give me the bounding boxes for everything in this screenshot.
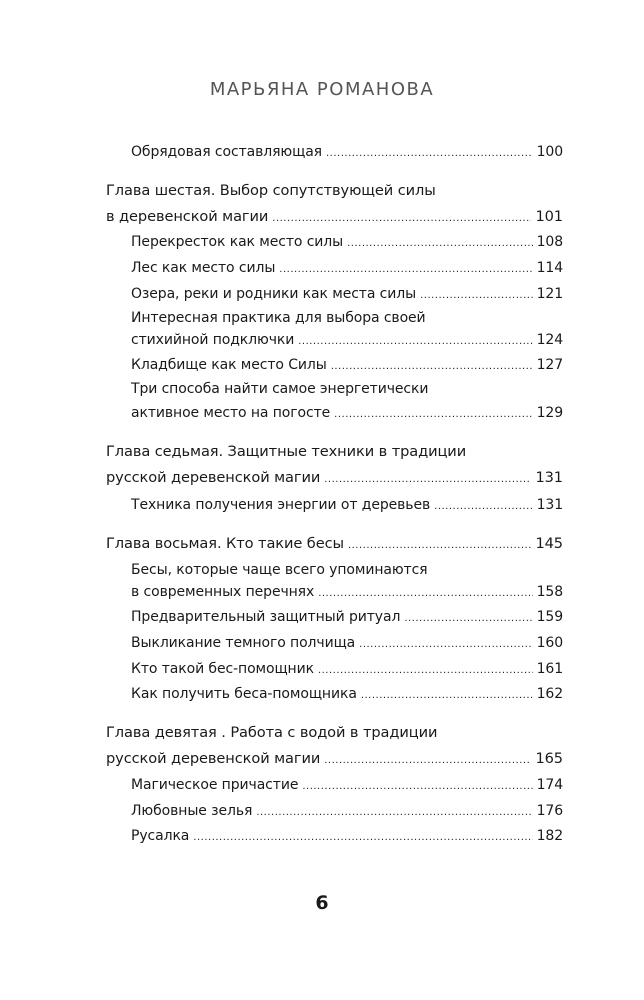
toc-entry <box>131 802 563 822</box>
toc-chapter-heading <box>106 443 563 461</box>
toc-chapter-title: Глава восьмая. Кто такие бесы <box>106 535 344 552</box>
toc-entry-title: Перекресток как место силы <box>131 234 344 250</box>
toc-chapter-title: русской деревенской магии <box>106 469 321 486</box>
dot-leader <box>359 636 532 654</box>
toc-entry-page: 174 <box>536 777 563 793</box>
toc-entry-page: 131 <box>536 497 563 513</box>
toc-entry-page: 129 <box>536 405 563 421</box>
toc-chapter-heading <box>106 182 563 200</box>
dot-leader <box>272 210 531 228</box>
dot-leader <box>279 261 532 279</box>
toc-entry <box>131 356 563 376</box>
toc-entry-page: 158 <box>536 584 563 600</box>
toc-entry-title: Интересная практика для выбора своей <box>131 310 426 326</box>
toc-entry-title: Техника получения энергии от деревьев <box>131 497 431 513</box>
toc-chapter <box>106 535 563 555</box>
dot-leader <box>404 610 532 628</box>
toc-entry-title: стихийной подключки <box>131 332 295 348</box>
toc-chapter-title: Глава девятая . Работа с водой в традиции <box>106 724 438 741</box>
toc-entry-title: Озера, реки и родники как места силы <box>131 286 417 302</box>
toc-entry <box>131 776 563 796</box>
dot-leader <box>318 585 532 603</box>
toc-entry-page: 121 <box>536 286 563 302</box>
toc-entry-line <box>131 561 563 579</box>
toc-entry-title: в современных перечнях <box>131 584 315 600</box>
toc-entry-title: Три способа найти самое энергетически <box>131 381 429 397</box>
toc-entry <box>131 634 563 654</box>
toc-entry-line <box>131 309 563 327</box>
toc-chapter <box>106 208 563 228</box>
running-head: МАРЬЯНА РОМАНОВА <box>209 79 435 100</box>
toc-entry <box>131 259 563 279</box>
dot-leader <box>334 406 532 424</box>
toc-chapter-page: 165 <box>535 750 563 767</box>
dot-leader <box>324 752 531 770</box>
toc-entry-page: 114 <box>536 260 563 276</box>
toc-chapter-page: 101 <box>535 208 563 225</box>
toc-entry-page: 108 <box>536 234 563 250</box>
toc-entry-page: 160 <box>536 635 563 651</box>
toc-entry-title: Магическое причастие <box>131 777 299 793</box>
toc-entry-page: 124 <box>536 332 563 348</box>
toc-entry <box>131 233 563 253</box>
dot-leader <box>298 333 532 351</box>
toc-entry <box>131 496 563 516</box>
toc-entry-title: Бесы, которые чаще всего упоминаются <box>131 562 428 578</box>
toc-chapter <box>106 750 563 770</box>
toc-entry <box>131 608 563 628</box>
toc-entry <box>131 660 563 680</box>
toc-chapter-title: в деревенской магии <box>106 208 269 225</box>
toc-entry-title: Кладбище как место Силы <box>131 357 327 373</box>
toc-entry-title: Кто такой бес-помощник <box>131 661 314 677</box>
toc-entry <box>131 404 563 424</box>
toc-entry-page: 176 <box>536 803 563 819</box>
toc-entry-title: Обрядовая составляющая <box>131 144 322 160</box>
toc-entry-title: Лес как место силы <box>131 260 276 276</box>
dot-leader <box>324 471 531 489</box>
toc-entry-title: Предварительный защитный ритуал <box>131 609 401 625</box>
toc-chapter-heading <box>106 724 563 742</box>
toc-entry-page: 127 <box>536 357 563 373</box>
toc-entry <box>131 827 563 847</box>
dot-leader <box>434 498 532 516</box>
toc-chapter-title: Глава седьмая. Защитные техники в традиции <box>106 443 467 460</box>
dot-leader <box>318 662 533 680</box>
toc-entry-page: 100 <box>536 144 563 160</box>
toc-entry-line <box>131 380 563 398</box>
dot-leader <box>348 537 532 555</box>
dot-leader <box>361 687 533 705</box>
toc-entry-page: 159 <box>536 609 563 625</box>
toc-entry-page: 162 <box>536 686 563 702</box>
dot-leader <box>347 235 532 253</box>
toc-chapter-title: Глава шестая. Выбор сопутствующей силы <box>106 182 436 199</box>
toc-chapter-page: 131 <box>535 469 563 486</box>
toc-entry-title: Выкликание темного полчища <box>131 635 356 651</box>
toc-entry <box>131 583 563 603</box>
toc-entry-title: активное место на погосте <box>131 405 331 421</box>
dot-leader <box>193 829 532 847</box>
toc-chapter-title: русской деревенской магии <box>106 750 321 767</box>
dot-leader <box>256 804 532 822</box>
toc-entry-page: 161 <box>536 661 563 677</box>
toc-entry-title: Как получить беса-помощника <box>131 686 357 702</box>
dot-leader <box>302 778 532 796</box>
toc-chapter-page: 145 <box>535 535 563 552</box>
dot-leader <box>326 145 533 163</box>
toc-entry <box>131 143 563 163</box>
toc-entry-title: Любовные зелья <box>131 803 253 819</box>
dot-leader <box>420 287 532 305</box>
page-number: 6 <box>315 892 329 914</box>
toc-entry <box>131 331 563 351</box>
dot-leader <box>331 358 533 376</box>
toc-entry-title: Русалка <box>131 828 190 844</box>
toc-entry-page: 182 <box>536 828 563 844</box>
toc-entry <box>131 685 563 705</box>
toc-entry <box>131 285 563 305</box>
toc-chapter <box>106 469 563 489</box>
